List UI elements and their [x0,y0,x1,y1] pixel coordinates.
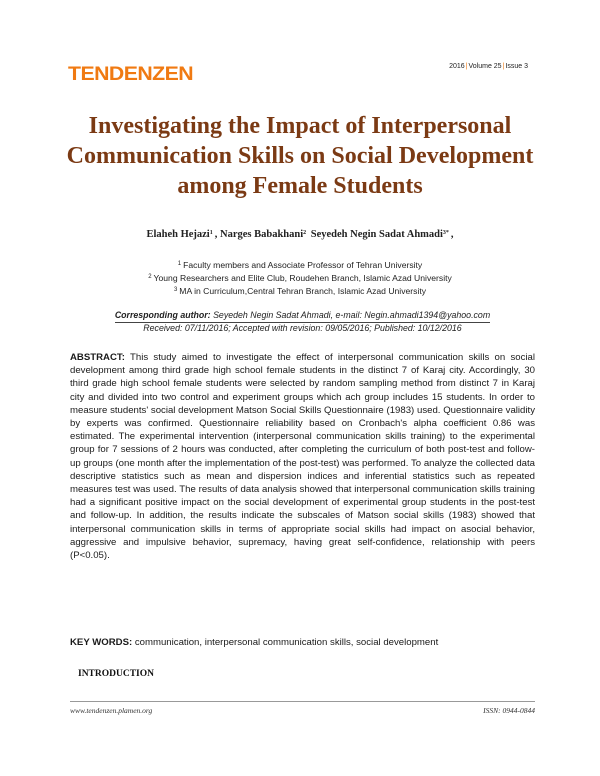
abstract-label: ABSTRACT: [70,352,125,363]
affiliation-line [60,284,540,297]
affiliation-mark: 1 [177,261,182,267]
author-mark: 1 [209,230,213,236]
issue-volume: Volume 25 [468,63,502,70]
article-title: Investigating the Impact of Interpersonal Communication Skills on Social Development among Female Students [66,113,534,199]
affiliation-line [60,258,540,271]
author-mark: 2 [303,230,307,236]
issue-info [449,63,528,70]
page-footer [70,706,535,715]
corresponding-line [70,309,535,322]
affiliation-line [60,271,540,284]
author-list: Elaheh Hejazi$^1$ , Narges Babakhani$^2$ Seyedeh Negin Sadat Ahmadi$^{3*}$ , [146,229,454,240]
author-name: Elaheh Hejazi [146,229,210,240]
affiliation-text: Young Researchers and Elite Club, Roudehen Branch, Islamic Azad University [153,273,452,283]
footer-website-link[interactable]: www.tendenzen.plamen.org [70,706,153,715]
corresponding-label: Corresponding author: [114,310,211,320]
affiliation-mark: 3 [173,287,178,293]
publication-dates: Received: 07/11/2016; Accepted with revision: 09/05/2016; Published: 10/12/2016 [143,323,462,333]
issue-year: 2016 [449,63,465,70]
issue-separator: | [465,63,468,70]
issue-separator: | [502,63,505,70]
affiliations [60,258,540,297]
affiliation-text: MA in Curriculum,Central Tehran Branch, Islamic Azad University [179,286,427,296]
introduction-heading: INTRODUCTION [78,669,155,679]
keywords [70,636,540,649]
affiliation-mark: 2 [148,274,152,280]
keywords-text: communication, interpersonal communication skills, social development [132,637,439,648]
corresponding-text[interactable]: Seyedeh Negin Sadat Ahmadi, e-mail: Negin.ahmadi1394@yahoo.com [210,310,491,320]
correspondence-block [70,309,535,335]
author-name: Narges Babakhani [219,229,304,240]
issue-number: Issue 3 [505,63,528,70]
footer-issn: ISSN: 0944-0844 [483,706,535,715]
footer-divider [70,701,535,702]
keywords-label: KEY WORDS: [70,637,133,648]
abstract [70,351,535,562]
author-name: Seyedeh Negin Sadat Ahmadi [310,229,443,240]
author-mark: 3* [442,230,449,236]
abstract-text: This study aimed to investigate the effect of interpersonal communication skills on social development among third grade high school female students in the distinct 7 of Karaj city. Accordingly, 30 third grade high school female students were selected by random sampling method from distinct 7 in Karaj city and divided into two control and experiment groups which ach group includes 15 students. In order to measure students' social development Matson Social Skills Questionnaire (1983) used. Questionnaire validity by experts was confirmed. Questionnaire reliability based on Cronbach's alpha coefficient 0.86 was estimated. The experimental intervention (interpersonal communication skills training) to the experimental group for 7 sessions of 2 hours was conducted, after completing the curriculum of both post-test and follow-up groups (one month after the implementation of the post-test) was performed. To analyze the collected data descriptive statistics such as mean and dispersion indices and inferential statistics such as repeated measures test was used. The results of data analysis showed that interpersonal communication skills training had a significant positive impact on the social development of experimental group students in the post-test and follow-up. In addition, the results indicate the subscales of Matson social skills (1983) showed that interpersonal communication skills in terms of appropriate social skills had impact on asocial behavior, aggressive and impulsive behavior, supremacy, having great self-confidence, relationship with peers (P<0.05). [70,352,535,562]
journal-logo: TENDENZEN [68,64,194,85]
affiliation-text: Faculty members and Associate Professor of Tehran University [183,260,423,270]
